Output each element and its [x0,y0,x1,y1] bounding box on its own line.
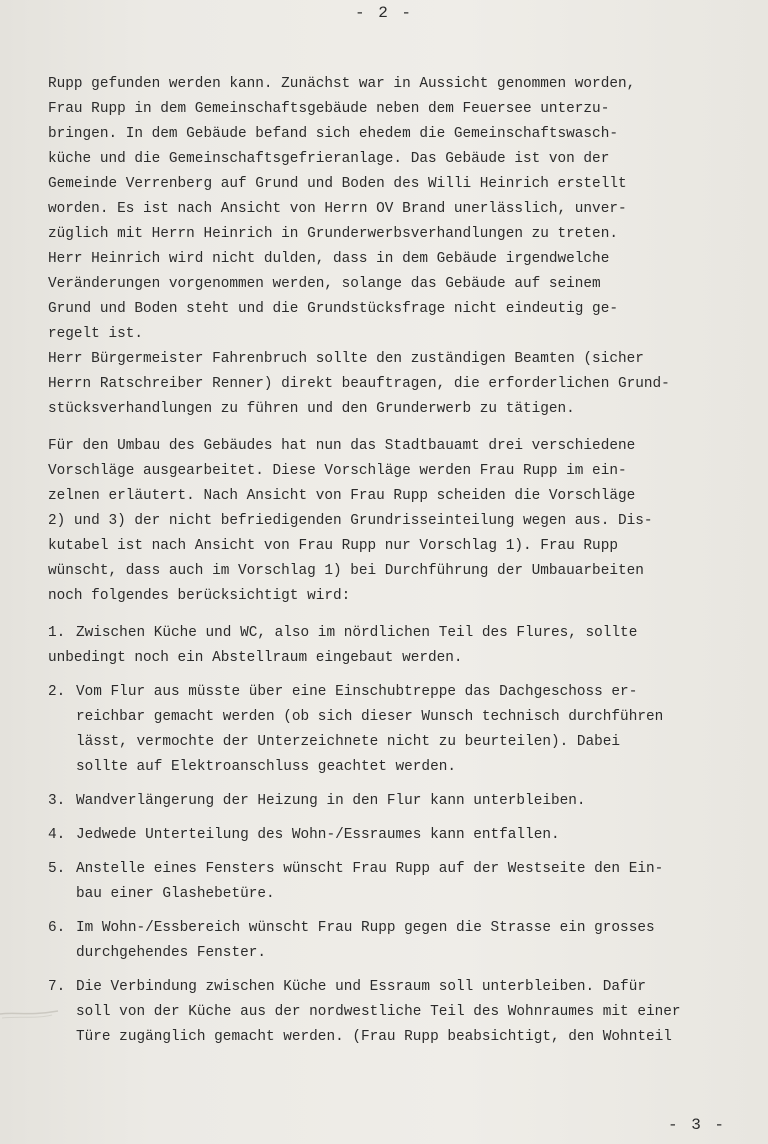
list-number: 3. [48,793,66,809]
text-line: unbedingt noch ein Abstellraum eingebaut werden. [48,650,463,666]
text-line: Herr Bürgermeister Fahrenbruch sollte den zuständigen Beamten (sicher [48,351,644,367]
text-line: Im Wohn-/Essbereich wünscht Frau Rupp gegen die Strasse ein grosses [76,920,655,936]
list-number: 1. [48,625,66,641]
list-number: 5. [48,861,66,877]
text-line: sollte auf Elektroanschluss geachtet werden. [76,759,456,775]
text-line: Anstelle eines Fensters wünscht Frau Rupp auf der Westseite den Ein- [76,861,664,877]
text-line: bau einer Glashebetüre. [76,886,275,902]
text-line: kutabel ist nach Ansicht von Frau Rupp nur Vorschlag 1). Frau Rupp [48,538,618,554]
text-line: reichbar gemacht werden (ob sich dieser Wunsch technisch durchführen [76,709,664,725]
text-line: Wandverlängerung der Heizung in den Flur kann unterbleiben. [76,793,586,809]
list-item-3 [48,789,748,814]
text-line: 2) und 3) der nicht befriedigenden Grundrisseinteilung wegen aus. Dis- [48,513,653,529]
text-line: züglich mit Herrn Heinrich in Grunderwerbsverhandlungen zu treten. [48,226,618,242]
document-body [48,72,748,1059]
list-item-5 [48,857,748,907]
text-line: Für den Umbau des Gebäudes hat nun das Stadtbauamt drei verschiedene [48,438,636,454]
text-line: Gemeinde Verrenberg auf Grund und Boden des Willi Heinrich erstellt [48,176,627,192]
text-line: Zwischen Küche und WC, also im nördlichen Teil des Flures, sollte [76,625,638,641]
text-line: zelnen erläutert. Nach Ansicht von Frau Rupp scheiden die Vorschläge [48,488,636,504]
page-number-footer: - 3 - [668,1116,727,1134]
text-line: wünscht, dass auch im Vorschlag 1) bei Durchführung der Umbauarbeiten [48,563,644,579]
text-line: soll von der Küche aus der nordwestliche Teil des Wohnraumes mit einer [76,1004,681,1020]
text-line: Vom Flur aus müsste über eine Einschubtreppe das Dachgeschoss er- [76,684,638,700]
text-line: regelt ist. [48,326,143,342]
text-line: Grund und Boden steht und die Grundstücksfrage nicht eindeutig ge- [48,301,618,317]
paper-scuff-mark [0,1000,60,1024]
list-number: 4. [48,827,66,843]
text-line: Die Verbindung zwischen Küche und Essraum soll unterbleiben. Dafür [76,979,646,995]
list-item-2 [48,680,748,780]
list-item-7 [48,975,748,1050]
list-number: 2. [48,684,66,700]
text-line: lässt, vermochte der Unterzeichnete nicht zu beurteilen). Dabei [76,734,621,750]
list-item-6 [48,916,748,966]
text-line: noch folgendes berücksichtigt wird: [48,588,351,604]
text-line: Herr Heinrich wird nicht dulden, dass in dem Gebäude irgendwelche [48,251,610,267]
list-item-1 [48,621,748,671]
text-line: Herrn Ratschreiber Renner) direkt beauftragen, die erforderlichen Grund- [48,376,670,392]
text-line: Vorschläge ausgearbeitet. Diese Vorschläge werden Frau Rupp im ein- [48,463,627,479]
page-number-header: - 2 - [354,4,413,22]
text-line: bringen. In dem Gebäude befand sich ehedem die Gemeinschaftswasch- [48,126,618,142]
text-line: küche und die Gemeinschaftsgefrieranlage. Das Gebäude ist von der [48,151,610,167]
text-line: Frau Rupp in dem Gemeinschaftsgebäude neben dem Feuersee unterzu- [48,101,610,117]
paragraph-2 [48,434,748,609]
paragraph-1 [48,72,748,422]
list-number: 6. [48,920,66,936]
text-line: Jedwede Unterteilung des Wohn-/Essraumes kann entfallen. [76,827,560,843]
text-line: Rupp gefunden werden kann. Zunächst war in Aussicht genommen worden, [48,76,636,92]
list-number: 7. [48,979,66,995]
text-line: Veränderungen vorgenommen werden, solange das Gebäude auf seinem [48,276,601,292]
text-line: Türe zugänglich gemacht werden. (Frau Rupp beabsichtigt, den Wohnteil [76,1029,672,1045]
text-line: stücksverhandlungen zu führen und den Grunderwerb zu tätigen. [48,401,575,417]
text-line: worden. Es ist nach Ansicht von Herrn OV Brand unerlässlich, unver- [48,201,627,217]
list-item-4 [48,823,748,848]
numbered-list [48,621,748,1050]
text-line: durchgehendes Fenster. [76,945,266,961]
